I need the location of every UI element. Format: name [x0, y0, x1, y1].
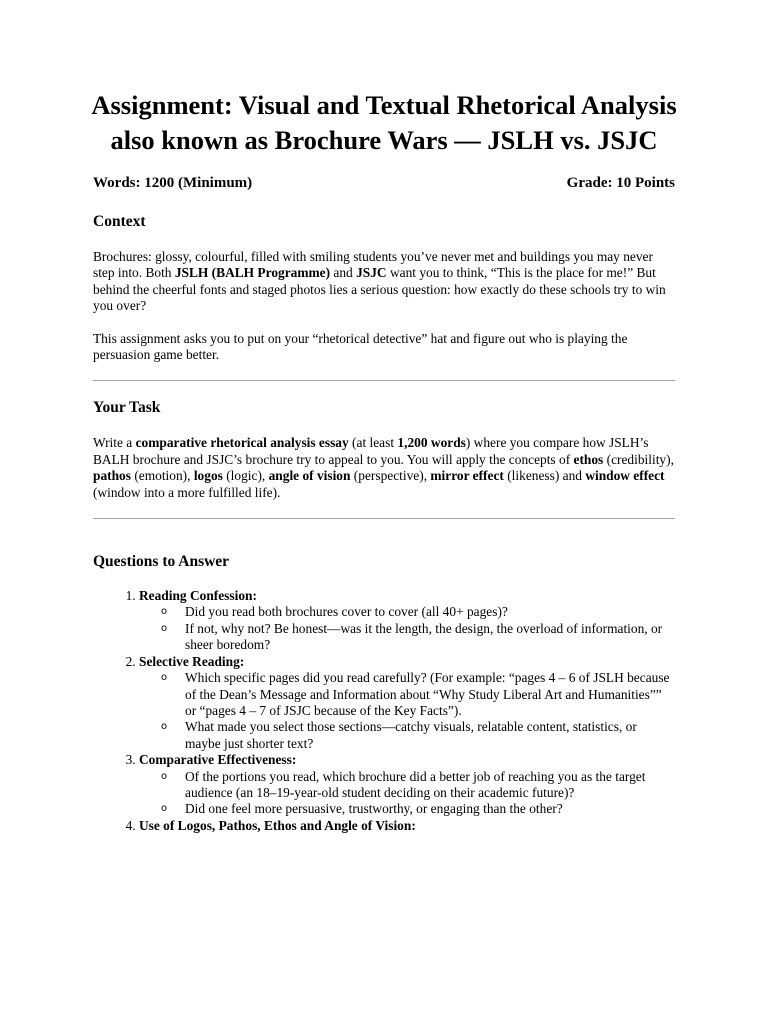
- task-emphasis: ethos: [573, 451, 604, 467]
- context-paragraph-1: [93, 249, 675, 315]
- meta-row: [93, 174, 675, 193]
- question-label: Comparative Effectiveness:: [139, 752, 297, 768]
- bullet-icon: o: [161, 721, 168, 733]
- question-item: [139, 752, 675, 818]
- question-label: Reading Confession:: [139, 588, 257, 604]
- context-text: Brochures: glossy, colourful, filled with smiling students you’ve never met and buildings you may never step into. Both: [93, 249, 653, 281]
- assignment-document: [93, 88, 675, 834]
- task-heading: Your Task: [93, 399, 161, 417]
- sub-question-item: [161, 719, 675, 752]
- grade-points: Grade: 10 Points: [566, 175, 675, 191]
- task-emphasis: pathos: [93, 468, 131, 484]
- questions-heading: Questions to Answer: [93, 553, 230, 571]
- word-count: Words: 1200 (Minimum): [93, 175, 253, 191]
- task-emphasis: mirror effect: [430, 468, 504, 484]
- bullet-icon: o: [161, 622, 168, 634]
- sub-question-item: [161, 620, 675, 654]
- task-emphasis: logos: [193, 468, 223, 484]
- task-text: (at least: [348, 435, 398, 451]
- task-text: (emotion),: [130, 468, 194, 484]
- section-divider: [93, 380, 675, 381]
- bullet-icon: o: [161, 606, 168, 618]
- question-item: [139, 654, 675, 752]
- task-text: (credibility),: [603, 451, 674, 467]
- question-label: Selective Reading:: [139, 653, 245, 669]
- sub-question-text: Of the portions you read, which brochure did a better job of reaching you as the target audience (an 18–19-year-old student deciding on their academic future)?: [185, 768, 646, 800]
- section-divider: [93, 518, 675, 519]
- sub-question-item: [161, 670, 675, 719]
- task-emphasis: 1,200 words: [397, 435, 466, 451]
- question-item: [139, 818, 675, 834]
- sub-question-list: [139, 769, 675, 818]
- context-emphasis-jslh: JSLH (BALH Programme): [174, 265, 331, 281]
- questions-list: [93, 588, 675, 834]
- task-text: Write a: [93, 435, 136, 451]
- sub-question-item: [161, 604, 675, 620]
- context-emphasis-jsjc: JSJC: [356, 265, 387, 281]
- task-emphasis: comparative rhetorical analysis essay: [135, 435, 349, 451]
- task-text: (likeness) and: [503, 468, 586, 484]
- task-emphasis: angle of vision: [268, 468, 351, 484]
- sub-question-item: [161, 768, 675, 802]
- task-text: (window into a more fulfilled life).: [93, 484, 281, 500]
- task-text: ) where you compare how JSLH’s BALH brochure and JSJC’s brochure try to appeal to you. You will apply the concepts of: [93, 435, 649, 467]
- document-title: Assignment: Visual and Textual Rhetorical Analysis also known as Brochure Wars — JSLH vs. JSJC: [91, 90, 677, 155]
- context-heading: Context: [93, 213, 146, 230]
- sub-question-text: What made you select those sections—catchy visuals, relatable content, statistics, or maybe just shorter text?: [185, 719, 637, 751]
- sub-question-text: Which specific pages did you read carefully? (For example: “pages 4 – 6 of JSLH because of the Dean’s Message and Information about “Why Study Liberal Art and Humanities”” or “pages 4 – 7 of JSJC because of the Key Facts”).: [185, 670, 670, 718]
- sub-question-list: [139, 604, 675, 653]
- sub-question-list: [139, 670, 675, 752]
- sub-question-text: Did one feel more persuasive, trustworthy, or engaging than the other?: [185, 801, 563, 817]
- sub-question-item: [161, 801, 675, 817]
- task-text: (logic),: [222, 468, 269, 484]
- question-item: [139, 588, 675, 654]
- context-paragraph-2: This assignment asks you to put on your “rhetorical detective” hat and figure out who is playing the persuasion game better.: [93, 330, 628, 363]
- context-text: and: [330, 265, 357, 281]
- sub-question-text: If not, why not? Be honest—was it the length, the design, the overload of information, or sheer boredom?: [185, 620, 663, 653]
- task-emphasis: window effect: [585, 468, 665, 484]
- context-text: want you to think, “This is the place for me!” But behind the cheerful fonts and staged photos lies a serious question: how exactly do these schools try to win you over?: [93, 265, 666, 314]
- bullet-icon: o: [161, 803, 168, 815]
- sub-question-text: Did you read both brochures cover to cover (all 40+ pages)?: [185, 604, 508, 620]
- task-paragraph: [93, 435, 675, 501]
- task-text: (perspective),: [350, 468, 431, 484]
- question-label: Use of Logos, Pathos, Ethos and Angle of Vision:: [139, 817, 416, 833]
- bullet-icon: o: [161, 770, 168, 782]
- bullet-icon: o: [161, 672, 168, 684]
